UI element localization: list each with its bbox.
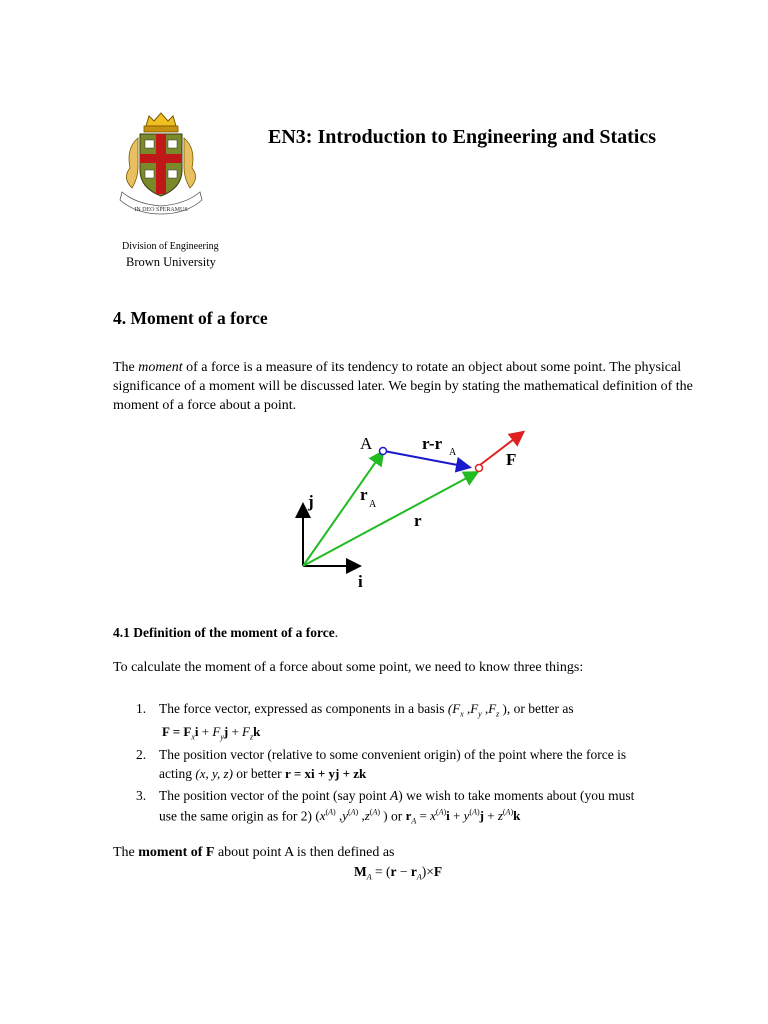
item3-text-c: use the same origin as for 2)	[159, 808, 316, 824]
item1-text-after: , or better as	[506, 701, 574, 716]
intro-paragraph	[113, 358, 703, 415]
label-rA: r	[360, 485, 368, 504]
list-item-1-line1: The force vector, expressed as components in a basis ($F_x$ $,F_y$ $,F_z$ ), or better as	[159, 701, 574, 719]
list-item-3-line1	[159, 788, 634, 804]
division-label: Division of Engineering	[122, 241, 219, 252]
item3-text-a: The position vector of the point (say point	[159, 788, 390, 803]
label-r-minus-rA-sub: A	[449, 447, 457, 458]
item2-text-a: acting	[159, 766, 196, 781]
label-rA-sub: A	[369, 499, 377, 510]
section-heading: 4. Moment of a force	[113, 308, 268, 328]
svg-text:IN DEO SPERAMUS: IN DEO SPERAMUS	[134, 207, 188, 213]
label-r-minus-rA: r-r	[422, 434, 443, 453]
subsection-heading	[113, 625, 338, 641]
label-A: A	[360, 434, 373, 453]
list-item-2-line1: The position vector (relative to some convenient origin) of the point where the force is	[159, 747, 627, 762]
point-A-marker	[380, 448, 387, 455]
subsection-heading-suffix: .	[334, 625, 339, 640]
list-item-2-line2	[159, 766, 366, 782]
moment-intro-bold: moment of F	[138, 845, 215, 860]
label-j: j	[308, 492, 314, 511]
label-i: i	[358, 572, 363, 591]
item1-math-force: F = F	[162, 724, 192, 739]
university-label: Brown University	[126, 255, 216, 269]
label-F: F	[506, 450, 517, 469]
item3-italic: A	[389, 788, 399, 803]
moment-formula: $M_A = (r - r_A)\times F$	[354, 864, 443, 882]
intro-rest: of a force is a measure of its tendency to rotate an object about some point. The physical significance of a moment will be discussed later. We begin by stating the mathematical definition of the moment of a force about a point.	[113, 360, 693, 413]
item2-text-b: or better	[232, 766, 286, 781]
moment-diagram	[290, 425, 550, 595]
list-number-2: 2.	[136, 747, 147, 762]
item3-text-d: or	[387, 808, 406, 824]
university-crest-logo	[116, 108, 206, 218]
list-number-1: 1.	[136, 701, 147, 716]
item1-text: The force vector, expressed as components in a basis	[159, 701, 448, 716]
list-number-3: 3.	[136, 788, 147, 803]
document-title: EN3: Introduction to Engineering and Statics	[268, 126, 657, 148]
intro-emphasis: moment	[138, 360, 183, 375]
requirement-intro: To calculate the moment of a force about some point, we need to know three things:	[113, 660, 584, 675]
item1-math-basis: (F	[447, 701, 461, 716]
list-item-1-line2: $F = F_xi + F_yj + F_zk$	[162, 724, 261, 742]
item2-math-xyz: (x, y, z)	[195, 766, 233, 781]
position-vector-r	[303, 473, 476, 566]
moment-intro	[113, 845, 395, 861]
intro-prefix: The	[113, 360, 139, 375]
item2-math-r: r = xi + yj + zk	[285, 766, 367, 781]
label-r: r	[414, 511, 422, 530]
subsection-heading-text: 4.1 Definition of the moment of a force	[113, 625, 335, 640]
moment-intro-rest: about point A is then defined as	[214, 845, 395, 860]
item3-text-b: ) we wish to take moments about (you must	[398, 788, 635, 803]
force-application-marker	[476, 465, 483, 472]
list-item-3-line2: use the same origin as for 2) ($x^{(A)}$ $,y^{(A)}$ $,z^{(A)}$ ) or $r_A = x^{(A)}i + y^{(A)}j + z^{(A)}k$	[159, 808, 521, 826]
moment-intro-prefix: The	[113, 845, 139, 860]
